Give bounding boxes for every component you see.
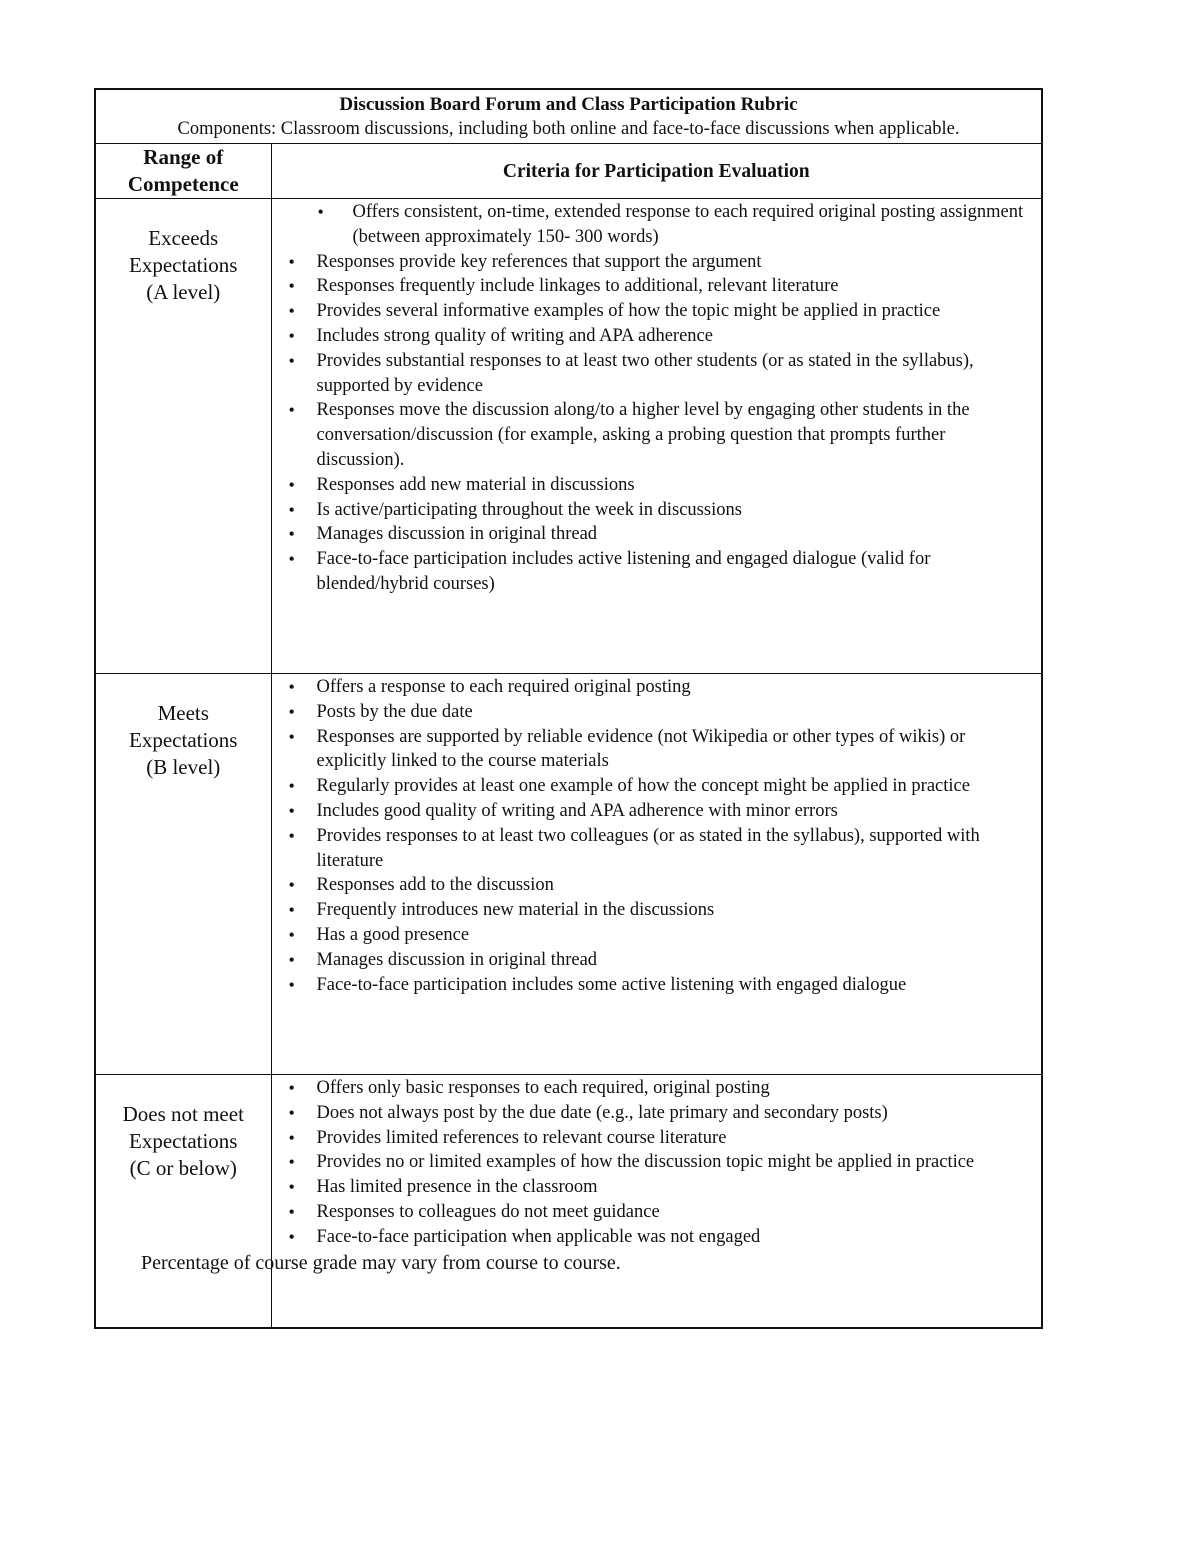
criteria-item bbox=[272, 250, 1032, 275]
header-range-of-competence bbox=[95, 144, 271, 199]
criteria-item bbox=[272, 1175, 1032, 1200]
criteria-item bbox=[272, 299, 1032, 324]
level-name-line2: Expectations bbox=[129, 1129, 238, 1153]
criteria-text: Responses add to the discussion bbox=[316, 875, 554, 896]
level-row-meets bbox=[95, 674, 1042, 1075]
criteria-text: Responses frequently include linkages to additional, relevant literature bbox=[316, 276, 839, 297]
criteria-text: Provides no or limited examples of how the discussion topic might be applied in practice bbox=[316, 1152, 975, 1173]
bullet-dot-icon: • bbox=[288, 276, 295, 297]
bullet-dot-icon: • bbox=[288, 701, 295, 722]
level-name-meets bbox=[95, 674, 271, 1075]
level-name-line3: (C or below) bbox=[129, 1156, 237, 1180]
level-name-line1: Does not meet bbox=[122, 1102, 244, 1126]
criteria-item bbox=[272, 398, 1032, 472]
criteria-cell-exceeds bbox=[271, 199, 1042, 674]
bullet-dot-icon: • bbox=[288, 400, 295, 421]
rubric-title: Discussion Board Forum and Class Participation Rubric bbox=[339, 94, 798, 115]
criteria-text: Provides substantial responses to at least two other students (or as stated in the syllabus), supported by evidence bbox=[316, 350, 974, 396]
criteria-text: Is active/participating throughout the week in discussions bbox=[316, 499, 742, 520]
level-name-exceeds bbox=[95, 199, 271, 674]
criteria-item bbox=[272, 799, 1032, 824]
criteria-text: Offers only basic responses to each required, original posting bbox=[316, 1078, 770, 1098]
bullet-dot-icon: • bbox=[317, 202, 324, 222]
bullet-dot-icon: • bbox=[288, 499, 295, 520]
title-row bbox=[95, 89, 1042, 144]
criteria-text: Posts by the due date bbox=[316, 701, 473, 722]
criteria-text: Frequently introduces new material in the discussions bbox=[316, 900, 715, 921]
rubric-components: Components: Classroom discussions, including both online and face-to-face discussions when applicable. bbox=[177, 119, 960, 139]
criteria-item bbox=[272, 824, 1032, 874]
criteria-item bbox=[272, 324, 1032, 349]
title-cell bbox=[95, 89, 1042, 144]
criteria-item bbox=[272, 473, 1032, 498]
criteria-text: Provides several informative examples of how the topic might be applied in practice bbox=[316, 301, 941, 322]
criteria-list-exceeds bbox=[272, 200, 1042, 597]
bullet-dot-icon: • bbox=[288, 1177, 295, 1198]
criteria-item bbox=[272, 1200, 1032, 1225]
criteria-item bbox=[272, 774, 1032, 799]
bullet-dot-icon: • bbox=[288, 1201, 295, 1222]
criteria-item bbox=[272, 923, 1032, 948]
bullet-dot-icon: • bbox=[288, 1078, 295, 1098]
criteria-item bbox=[272, 1101, 1032, 1126]
bullet-dot-icon: • bbox=[288, 875, 295, 896]
criteria-text: Responses to colleagues do not meet guidance bbox=[316, 1201, 660, 1222]
criteria-text: Includes good quality of writing and APA adherence with minor errors bbox=[316, 800, 838, 821]
criteria-list-meets bbox=[272, 675, 1042, 997]
rubric-table bbox=[94, 88, 1043, 1329]
level-name-line3: (A level) bbox=[146, 280, 221, 304]
level-name-line2: Expectations bbox=[129, 728, 238, 752]
criteria-text: Responses move the discussion along/to a higher level by engaging other students in the conversation/discussion (for example, asking a probing question that prompts further discussion). bbox=[316, 400, 970, 470]
level-row-does-not-meet bbox=[95, 1075, 1042, 1329]
bullet-dot-icon: • bbox=[288, 726, 295, 747]
criteria-item bbox=[272, 898, 1032, 923]
criteria-cell-does-not-meet bbox=[271, 1075, 1042, 1329]
bullet-dot-icon: • bbox=[288, 325, 295, 346]
criteria-text: Offers a response to each required original posting bbox=[316, 677, 691, 697]
footer-note: Percentage of course grade may vary from course to course. bbox=[141, 1252, 621, 1274]
bullet-dot-icon: • bbox=[288, 900, 295, 921]
criteria-item bbox=[272, 725, 1032, 775]
level-name-does-not-meet bbox=[95, 1075, 271, 1329]
criteria-item bbox=[272, 873, 1032, 898]
criteria-item bbox=[272, 349, 1032, 399]
criteria-text: Does not always post by the due date (e.g., late primary and secondary posts) bbox=[316, 1102, 888, 1123]
criteria-cell-meets bbox=[271, 674, 1042, 1075]
criteria-item bbox=[272, 675, 1032, 700]
criteria-item bbox=[272, 522, 1032, 547]
bullet-dot-icon: • bbox=[288, 1102, 295, 1123]
header-criteria: Criteria for Participation Evaluation bbox=[271, 144, 1042, 199]
bullet-dot-icon: • bbox=[288, 524, 295, 545]
bullet-dot-icon: • bbox=[288, 301, 295, 322]
criteria-text: Regularly provides at least one example of how the concept might be applied in practice bbox=[316, 776, 970, 797]
criteria-item bbox=[272, 1076, 1032, 1101]
header-range-line1: Range of bbox=[143, 145, 224, 169]
criteria-list-does-not-meet bbox=[272, 1076, 1042, 1250]
bullet-dot-icon: • bbox=[288, 549, 295, 570]
criteria-text: Has limited presence in the classroom bbox=[316, 1177, 598, 1198]
bullet-dot-icon: • bbox=[288, 800, 295, 821]
criteria-text: Provides responses to at least two colleagues (or as stated in the syllabus), supported with literature bbox=[316, 825, 980, 871]
criteria-text: Responses add new material in discussions bbox=[316, 474, 635, 495]
bullet-dot-icon: • bbox=[288, 949, 295, 970]
criteria-text: Offers consistent, on-time, extended response to each required original posting assignment (between approximately 150- 300 words) bbox=[352, 202, 1024, 247]
criteria-item bbox=[272, 1225, 1032, 1250]
criteria-text: Face-to-face participation includes some active listening with engaged dialogue bbox=[316, 974, 907, 995]
level-name-line1: Exceeds bbox=[148, 226, 219, 250]
criteria-item bbox=[272, 973, 1032, 998]
criteria-item bbox=[272, 1150, 1032, 1175]
level-name-line1: Meets bbox=[157, 701, 209, 725]
header-range-line2: Competence bbox=[127, 172, 239, 196]
level-name-line2: Expectations bbox=[129, 253, 238, 277]
criteria-item bbox=[272, 274, 1032, 299]
criteria-text: Includes strong quality of writing and APA adherence bbox=[316, 325, 713, 346]
criteria-text: Face-to-face participation when applicable was not engaged bbox=[316, 1226, 761, 1247]
criteria-item bbox=[272, 1126, 1032, 1151]
bullet-dot-icon: • bbox=[288, 974, 295, 995]
bullet-dot-icon: • bbox=[288, 474, 295, 495]
level-name-line3: (B level) bbox=[146, 755, 221, 779]
bullet-dot-icon: • bbox=[288, 1127, 295, 1148]
criteria-text: Face-to-face participation includes active listening and engaged dialogue (valid for blended/hybrid courses) bbox=[316, 549, 931, 594]
criteria-item bbox=[272, 700, 1032, 725]
bullet-dot-icon: • bbox=[288, 350, 295, 371]
bullet-dot-icon: • bbox=[288, 251, 295, 272]
bullet-dot-icon: • bbox=[288, 1152, 295, 1173]
criteria-item bbox=[272, 200, 1032, 250]
criteria-item bbox=[272, 498, 1032, 523]
bullet-dot-icon: • bbox=[288, 677, 295, 697]
criteria-text: Responses are supported by reliable evidence (not Wikipedia or other types of wikis) or explicitly linked to the course materials bbox=[316, 726, 966, 772]
criteria-item bbox=[272, 547, 1032, 597]
criteria-text: Manages discussion in original thread bbox=[316, 949, 598, 970]
criteria-text: Manages discussion in original thread bbox=[316, 524, 598, 545]
bullet-dot-icon: • bbox=[288, 924, 295, 945]
bullet-dot-icon: • bbox=[288, 776, 295, 797]
bullet-dot-icon: • bbox=[288, 1226, 295, 1247]
level-row-exceeds bbox=[95, 199, 1042, 674]
criteria-text: Responses provide key references that support the argument bbox=[316, 251, 762, 272]
criteria-item bbox=[272, 948, 1032, 973]
criteria-text: Has a good presence bbox=[316, 924, 470, 945]
bullet-dot-icon: • bbox=[288, 825, 295, 846]
criteria-text: Provides limited references to relevant course literature bbox=[316, 1127, 727, 1148]
header-row bbox=[95, 144, 1042, 199]
